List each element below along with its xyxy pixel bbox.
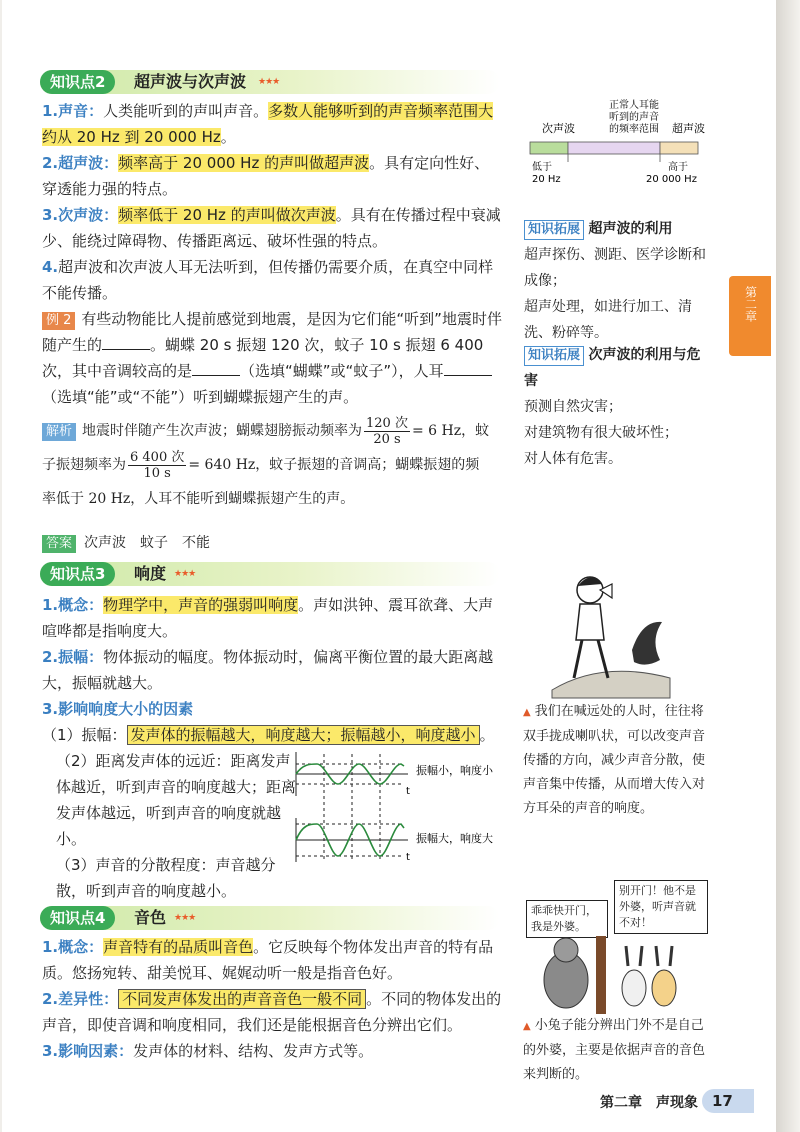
chapter-side-tab[interactable]: 第二章 [729,276,771,356]
answer: 答案 次声波 蚊子 不能 [42,530,504,556]
example-tag: 例 2 [42,312,75,330]
page-number: 17 [702,1089,754,1113]
s3-item-1: 1.概念：物理学中，声音的强弱叫响度。声如洪钟、震耳欲聋、大声喧哗都是指响度大。 [42,596,494,640]
shouting-person-illustration [542,560,672,700]
analysis-tag: 解析 [42,423,76,441]
wolf-speech-bubble: 乖乖快开门，我是外婆。 [526,900,608,938]
rabbit-speech-bubble: 别开门！他不是外婆，听声音就不对！ [614,880,708,934]
answer-blank[interactable] [444,361,492,376]
freq-top-label-3: 的频率范围 [609,124,659,135]
difficulty-stars: ★★★ [174,913,196,923]
section-badge: 知识点4 [40,906,115,930]
knowledge-extension-2: 知识拓展 次声波的利用与危害 预测自然灾害； 对建筑物有很大破坏性； 对人体有危害。 [524,347,701,467]
section-title: 音色 [134,908,167,927]
answer-blank[interactable] [102,335,150,350]
s2-item-1: 1.声音：人类能听到的声叫声音。多数人能够听到的声音频率范围大约从 20 Hz 到 20 000 Hz。 [42,102,494,146]
audible-band [568,142,660,154]
ultrasound-band [660,142,698,154]
wave-small-label: 振幅小，响度小 [416,764,493,777]
frequency-range-diagram [522,96,712,196]
wolf-rabbits-illustration [530,936,700,1016]
s3-item-2: 2.振幅：物体振动的幅度。物体振动时，偏离平衡位置的最大距离越大，振幅就越大。 [42,648,494,692]
section-title: 超声波与次声波 [134,72,247,91]
page-spine [776,0,800,1132]
textbook-page [2,0,778,1132]
fraction: $\frac{\text{120 次}}{20 s}$ [366,415,408,447]
knowledge-extension-1: 知识拓展 超声波的利用 超声探伤、测距、医学诊断和成像； 超声处理，如进行加工、清洗、粉碎等。 [524,221,706,341]
caption-rabbit: ▲ 小兔子能分辨出门外不是自己的外婆，主要是依据声音的音色来判断的。 [523,1018,706,1082]
wave-large-label: 振幅大，响度大 [416,832,493,845]
example-2: 例 2 有些动物能比人提前感觉到地震，是因为它们能“听到”地震时伴随产生的 。蝴蝶 20 s 振翅 120 次，蚊子 10 s 振翅 6 400 次，其中音调较高的是 （选填“蝴蝶”或“蚊子”），人耳（选填“能”或“不能”）听到蝴蝶振翅产生的声。 [42,310,502,406]
analysis: 解析 地震时伴随产生次声波；蝴蝶翅膀振动频率为 $\frac{\text{120 次}}{20 s}$ = 6 Hz，蚊 子振翅频率为 $\frac{\text{6 400 次}}{10 s}$ = 640 Hz，蚊子振翅的音调高；蝴蝶振翅的频 率低于 20 Hz，人耳不能听到蝴蝶振翅产生的声。 [42,415,490,507]
section-header-4 [40,906,500,930]
infrasound-band [530,142,568,154]
s2-item-3: 3.次声波：频率低于 20 Hz 的声叫做次声波。具有在传播过程中衰减少、能绕过障碍物、传播距离远、破坏性强的特点。 [42,206,501,250]
s4-item-2: 2.差异性： 不同发声体发出的声音音色一般不同 。不同的物体发出的声音，即使音调和响度相同，我们还是能根据音色分辨出它们。 [42,990,502,1034]
extension-title: 次声波的利用与危害 [524,347,701,389]
extension-tag: 知识拓展 [524,346,584,366]
freq-top-label-2: 听到的声音 [609,112,659,123]
triangle-bullet-icon: ▲ [523,1021,531,1032]
s2-item-2: 2.超声波：频率高于 20 000 Hz 的声叫做超声波。具有定向性好、穿透能力强的特点。 [42,154,490,198]
s4-item-3: 3.影响因素：发声体的材料、结构、发声方式等。 [42,1042,374,1060]
section-header-2 [40,70,500,94]
answer-blank[interactable] [192,361,240,376]
footer-chapter-title: 第二章 声现象 [600,1095,698,1111]
s3-item-3: 3.影响响度大小的因素 [42,700,194,718]
s2-item-4: 4.超声波和次声波人耳无法听到，但传播仍需要介质，在真空中同样不能传播。 [42,258,494,302]
s4-item-1: 1.概念：声音特有的品质叫音色。它反映每个物体发出声音的特有品质。悠扬宛转、甜美悦耳、娓娓动听一般是指音色好。 [42,938,494,982]
s3-factor-1: （1）振幅： 发声体的振幅越大，响度越大；振幅越小，响度越小 。 [42,726,495,744]
section-badge: 知识点3 [40,562,115,586]
s3-factor-2: （2）距离发声体的远近：距离发声体越近，听到声音的响度越大；距离发声体越远，听到声音的响度就越小。 [56,752,297,848]
high-label-b: 20 000 Hz [646,174,697,185]
section-header-3 [40,562,500,586]
waveform-diagram [292,744,512,864]
ultrasound-label: 超声波 [672,122,705,135]
high-label-a: 高于 [668,162,688,173]
extension-tag: 知识拓展 [524,220,584,240]
difficulty-stars: ★★★ [258,77,280,87]
low-label-b: 20 Hz [532,174,561,185]
section-title: 响度 [134,564,167,583]
section-badge: 知识点2 [40,70,115,94]
caption-shouting: ▲ 我们在喊远处的人时，往往将双手拢成喇叭状，可以改变声音传播的方向，减少声音分散，使声音集中传播，从而增大传入对方耳朵的声音的响度。 [523,704,706,816]
difficulty-stars: ★★★ [174,569,196,579]
fraction: $\frac{\text{6 400 次}}{10 s}$ [130,449,185,481]
triangle-bullet-icon: ▲ [523,707,531,718]
extension-title: 超声波的利用 [588,221,673,237]
infrasound-label: 次声波 [542,122,575,135]
answer-tag: 答案 [42,535,76,553]
s3-factor-3: （3）声音的分散程度：声音越分散，听到声音的响度越小。 [56,856,276,900]
low-label-a: 低于 [532,162,552,173]
t-axis-label: t [406,786,410,797]
freq-top-label-1: 正常人耳能 [609,100,659,111]
t-axis-label: t [406,852,410,863]
